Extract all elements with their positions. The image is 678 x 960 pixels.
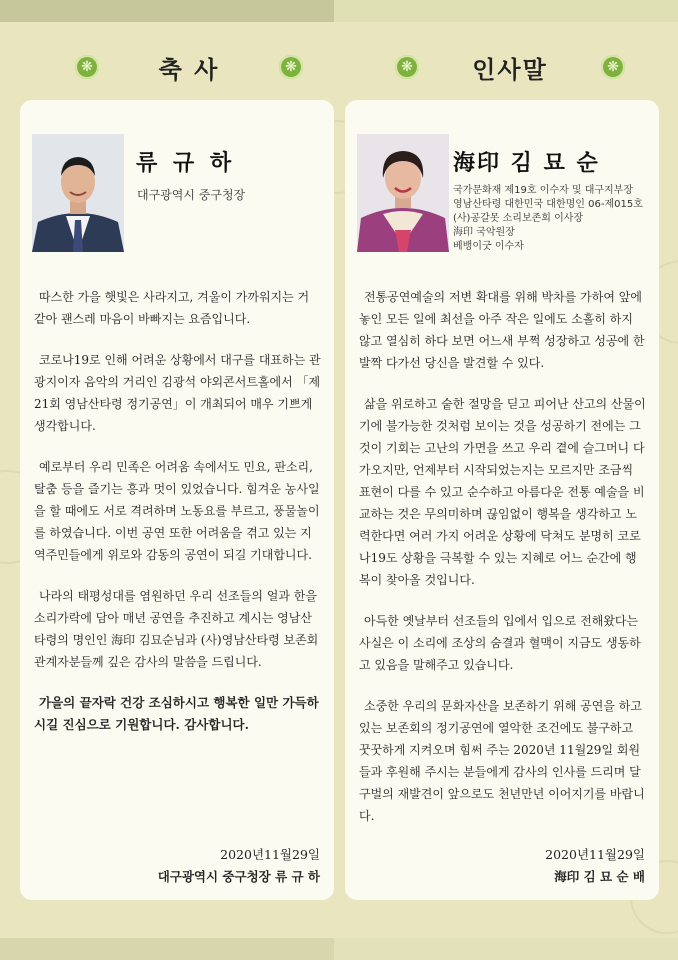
- ornament-medallion-icon: ❋: [279, 55, 303, 79]
- right-panel: [345, 100, 659, 900]
- signature-block: [545, 844, 645, 888]
- ornament-medallion-icon: ❋: [601, 55, 625, 79]
- left-heading: [75, 52, 303, 82]
- message-body: [34, 286, 322, 755]
- right-heading-title: 인사말: [472, 55, 548, 84]
- portrait-photo: [357, 134, 449, 252]
- person-titles: [453, 184, 643, 254]
- paragraph: 예로부터 우리 민족은 어려움 속에서도 민요, 판소리, 탈춤 등을 즐기는 흥과 멋이 있었습니다. 힘겨운 농사일을 할 때에도 서로 격려하며 노동요를 부르고, 풍물놀이를 하였습니다. 이번 공연 또한 어려움을 겪고 있는 지역주민들에게 위로와 감동의 공연이 되길 기대합니다.: [34, 460, 320, 562]
- paragraph: 따스한 가을 햇빛은 사라지고, 겨울이 가까워지는 거 같아 괜스레 마음이 바빠지는 요즘입니다.: [34, 290, 310, 326]
- date: 2020년11월29일: [220, 847, 320, 862]
- right-heading: [395, 52, 625, 82]
- portrait-photo: [32, 134, 124, 252]
- title-line: 국가문화재 제19호 이수자 및 대구지부장: [453, 185, 633, 196]
- title-line: 베뱅이굿 이수자: [453, 241, 524, 252]
- paragraph: 아득한 옛날부터 선조들의 입에서 입으로 전해왔다는 사실은 이 소리에 조상의 숨결과 혈맥이 지금도 생동하고 있음을 말해주고 있습니다.: [359, 614, 641, 672]
- bottom-band: [0, 938, 678, 960]
- paragraph: 삶을 위로하고 숱한 절망을 딛고 피어난 산고의 산물이기에 불가능한 것처럼 보이는 것을 성공하기 전에는 그것이 기회는 고난의 가면을 쓰고 우리 곁에 슬그머니 다가오지만, 언제부터 시작되었는지는 모르지만 조금씩 표현이 다를 수 있고 순수하고 아름다운 전통 예술을 비교하는 것은 무의미하며 끊임없이 행복을 생각하고 노력한다면 여러 가지 어려운 상황에 닥쳐도 분명히 코로나19도 상황을 극복할 수 있는 지혜로 어느 순간에 행복이 찾아올 것입니다.: [359, 397, 646, 587]
- signature: 海印 김 묘 순 배: [554, 869, 645, 884]
- title-line: (사)공갈못 소리보존회 이사장: [453, 213, 584, 224]
- ornament-medallion-icon: ❋: [75, 55, 99, 79]
- left-panel: [20, 100, 334, 900]
- paragraph: 코로나19로 인해 어려운 상황에서 대구를 대표하는 관광지이자 음악의 거리인 김광석 야외콘서트홀에서 「제21회 영남산타령 정기공연」이 개최되어 매우 기쁘게 생각합니다.: [34, 353, 321, 433]
- person-name: 海印 김 묘 순: [453, 150, 600, 176]
- person-name: 류 규 하: [136, 150, 236, 176]
- left-heading-title: 축 사: [158, 55, 220, 84]
- signature-block: [158, 844, 320, 888]
- closing-paragraph: 가을의 끝자락 건강 조심하시고 행복한 일만 가득하시길 진심으로 기원합니다. 감사합니다.: [34, 695, 319, 732]
- top-band: [0, 0, 678, 22]
- message-body: [359, 286, 647, 846]
- paragraph: 소중한 우리의 문화자산을 보존하기 위해 공연을 하고 있는 보존회의 정기공연에 열악한 조건에도 불구하고 꿋꿋하게 지켜오며 힘써 주는 2020년 11월29일 회원들과 후원해 주시는 분들에게 감사의 인사를 드리며 달구벌의 재발견이 앞으로도 천년만년 이어지기를 바랍니다.: [359, 699, 645, 823]
- paragraph: 나라의 태평성대를 염원하던 우리 선조들의 얼과 한을 소리가락에 담아 매년 공연을 추진하고 계시는 영남산타령의 명인인 海印 김묘순님과 (사)영남산타령 보존회 관계자분들께 깊은 감사의 말씀을 드립니다.: [34, 589, 319, 669]
- paragraph: 전통공연예술의 저변 확대를 위해 박차를 가하여 앞에 놓인 모든 일에 최선을 아주 작은 일에도 소홀히 하지 않고 열심히 하다 보면 어느새 부쩍 성장하고 성공에 한 발짝 다가선 당신을 발견할 수 있다.: [359, 290, 645, 370]
- ornament-medallion-icon: ❋: [395, 55, 419, 79]
- person-title: 대구광역시 중구청장: [137, 188, 246, 202]
- title-line: 영남산타령 대한민국 대한명인 06-제015호: [453, 199, 643, 210]
- date: 2020년11월29일: [545, 847, 645, 862]
- title-line: 海印 국악원장: [453, 227, 515, 238]
- signature: 대구광역시 중구청장 류 규 하: [157, 869, 320, 884]
